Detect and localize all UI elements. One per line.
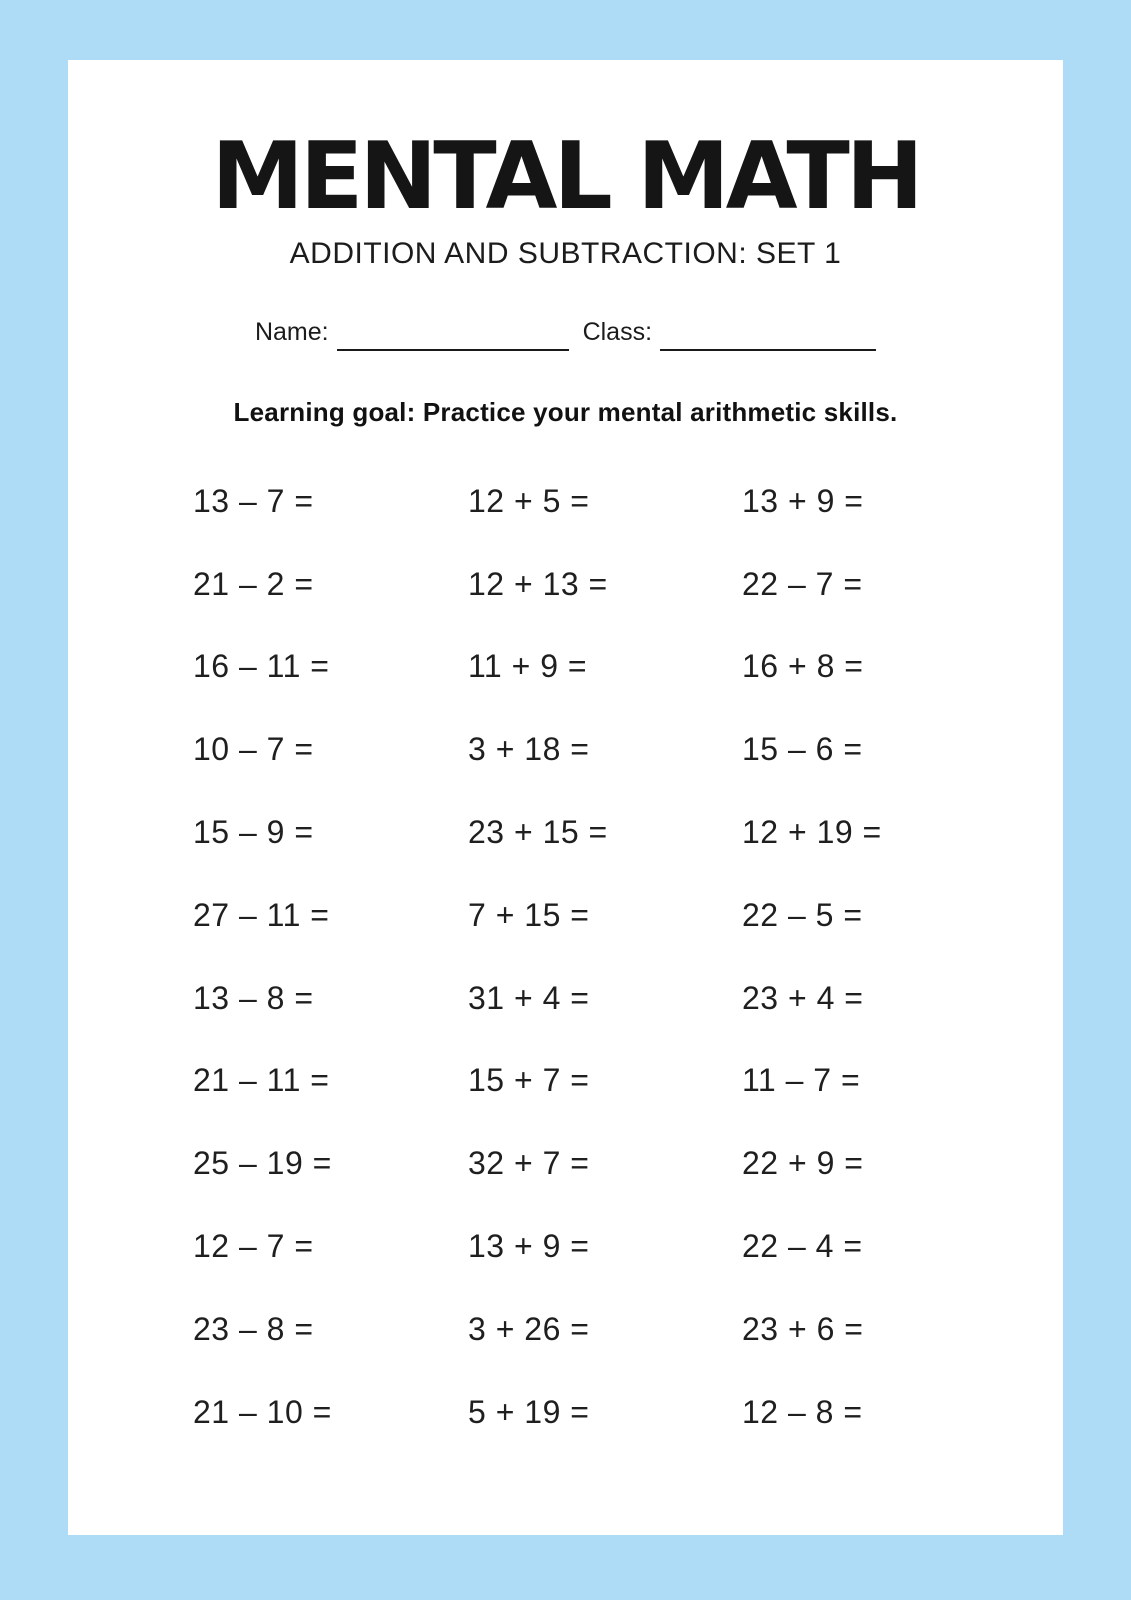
problem-r1-c1: 13 – 7 = bbox=[193, 482, 314, 519]
learning-goal: Learning goal: Practice your mental arithmetic skills. bbox=[233, 397, 898, 427]
problem-r3-c2: 11 + 9 = bbox=[468, 648, 588, 685]
class-label: Class: bbox=[582, 318, 653, 346]
problem-r12-c3: 12 – 8 = bbox=[742, 1393, 863, 1430]
problem-r10-c2: 13 + 9 = bbox=[468, 1228, 590, 1265]
problem-r7-c3: 23 + 4 = bbox=[742, 979, 864, 1016]
page-subtitle: ADDITION AND SUBTRACTION: SET 1 bbox=[289, 237, 842, 270]
problem-r3-c1: 16 – 11 = bbox=[193, 648, 330, 685]
problem-r11-c1: 23 – 8 = bbox=[193, 1310, 314, 1347]
problem-r7-c1: 13 – 8 = bbox=[193, 979, 314, 1016]
problem-r2-c1: 21 – 2 = bbox=[193, 565, 314, 602]
worksheet-page bbox=[68, 60, 1063, 1535]
class-field-line[interactable] bbox=[660, 319, 876, 351]
problem-r6-c2: 7 + 15 = bbox=[468, 896, 590, 933]
problem-r8-c1: 21 – 11 = bbox=[193, 1062, 330, 1099]
problem-r12-c1: 21 – 10 = bbox=[193, 1393, 332, 1430]
problem-r8-c2: 15 + 7 = bbox=[468, 1062, 590, 1099]
problem-r2-c2: 12 + 13 = bbox=[468, 565, 608, 602]
problem-r4-c3: 15 – 6 = bbox=[742, 731, 863, 768]
problem-r5-c3: 12 + 19 = bbox=[742, 814, 882, 851]
page-title: MENTAL MATH bbox=[211, 122, 920, 230]
name-field-line[interactable] bbox=[337, 319, 569, 351]
problem-r6-c1: 27 – 11 = bbox=[193, 896, 330, 933]
problem-r4-c1: 10 – 7 = bbox=[193, 731, 314, 768]
problems-grid bbox=[68, 460, 1063, 1454]
problem-r9-c3: 22 + 9 = bbox=[742, 1145, 864, 1182]
problem-r12-c2: 5 + 19 = bbox=[468, 1393, 590, 1430]
problem-r2-c3: 22 – 7 = bbox=[742, 565, 863, 602]
problem-r9-c2: 32 + 7 = bbox=[468, 1145, 590, 1182]
problem-r10-c1: 12 – 7 = bbox=[193, 1228, 314, 1265]
name-class-row bbox=[68, 317, 1063, 351]
problem-r11-c3: 23 + 6 = bbox=[742, 1310, 864, 1347]
problem-r9-c1: 25 – 19 = bbox=[193, 1145, 332, 1182]
problem-r5-c2: 23 + 15 = bbox=[468, 814, 608, 851]
problem-r10-c3: 22 – 4 = bbox=[742, 1228, 863, 1265]
problem-r4-c2: 3 + 18 = bbox=[468, 731, 590, 768]
problem-r8-c3: 11 – 7 = bbox=[742, 1062, 861, 1099]
problem-r3-c3: 16 + 8 = bbox=[742, 648, 864, 685]
problem-r1-c3: 13 + 9 = bbox=[742, 482, 864, 519]
problem-r5-c1: 15 – 9 = bbox=[193, 814, 314, 851]
problem-r11-c2: 3 + 26 = bbox=[468, 1310, 590, 1347]
problem-r1-c2: 12 + 5 = bbox=[468, 482, 590, 519]
name-label: Name: bbox=[254, 318, 329, 346]
problem-r6-c3: 22 – 5 = bbox=[742, 896, 863, 933]
problem-r7-c2: 31 + 4 = bbox=[468, 979, 590, 1016]
